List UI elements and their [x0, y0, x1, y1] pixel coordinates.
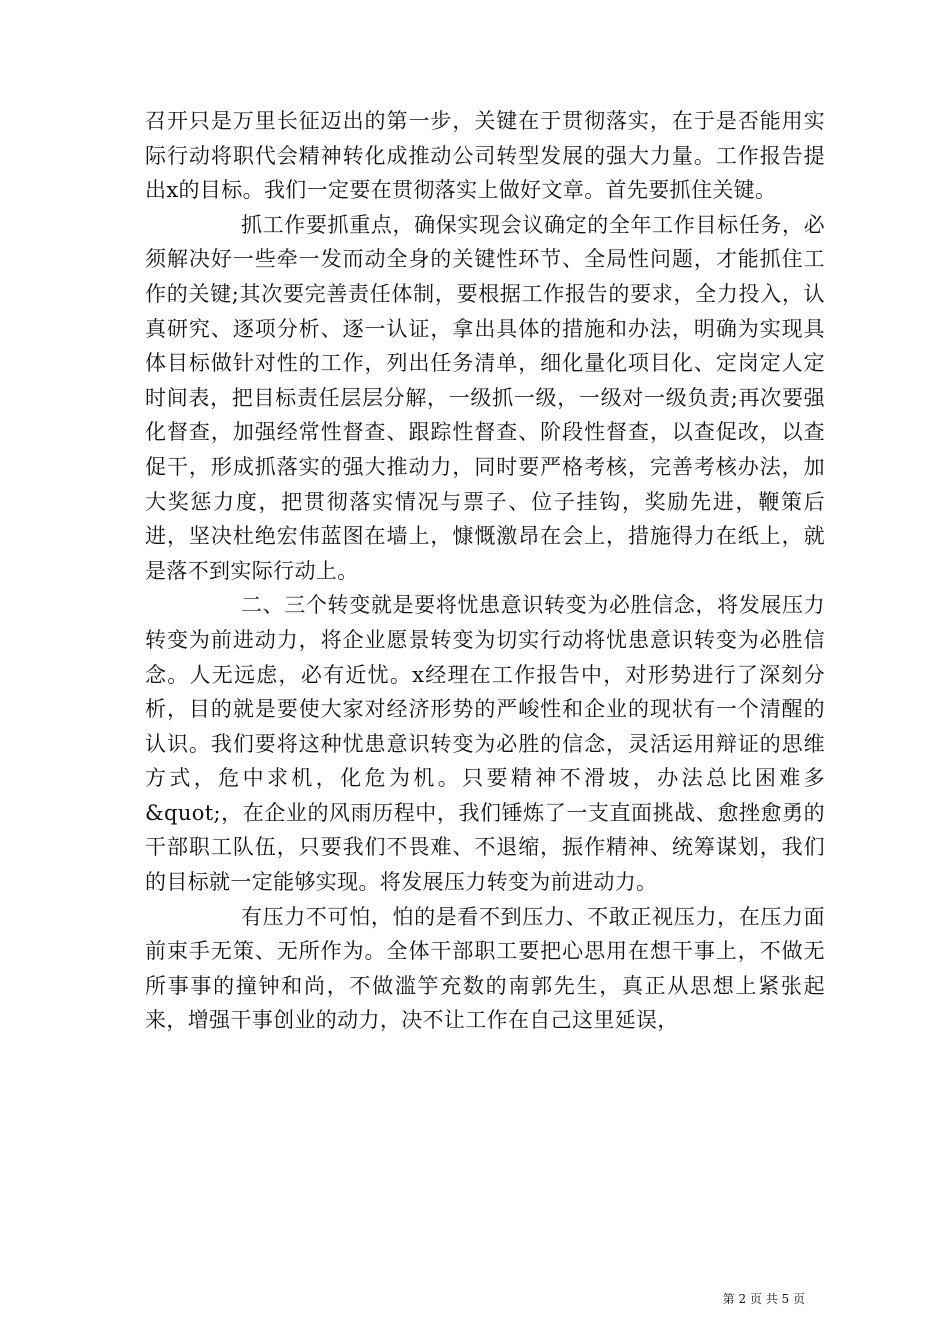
paragraph-3: 二、三个转变就是要将忧患意识转变为必胜信念，将发展压力转变为前进动力，将企业愿景转变为切实行动将忧患意识转变为必胜信念。人无远虑，必有近忧。x经理在工作报告中，对形势进行了深刻分析，目的就是要使大家对经济形势的严峻性和企业的现状有一个清醒的认识。我们要将这种忧患意识转变为必胜的信念，灵活运用辩证的思维方式，危中求机，化危为机。只要精神不滑坡，办法总比困难多&quot;，在企业的风雨历程中，我们锤炼了一支直面挑战、愈挫愈勇的干部职工队伍，只要我们不畏难、不退缩，振作精神、统筹谋划，我们的目标就一定能够实现。将发展压力转变为前进动力。 — [145, 593, 825, 895]
page-number-footer: 第 2 页 共 5 页 — [722, 1292, 805, 1306]
paragraph-4: 有压力不可怕，怕的是看不到压力、不敢正视压力，在压力面前束手无策、无所作为。全体干部职工要把心思用在想干事上，不做无所事事的撞钟和尚，不做滥竽充数的南郭先生，真正从思想上紧张起来，增强干事创业的动力，决不让工作在自己这里延误， — [145, 904, 825, 1033]
paragraph-1: 召开只是万里长征迈出的第一步，关键在于贯彻落实，在于是否能用实际行动将职代会精神转化成推动公司转型发展的强大力量。工作报告提出x的目标。我们一定要在贯彻落实上做好文章。首先要抓住关键。 — [145, 109, 825, 203]
paragraph-2: 抓工作要抓重点，确保实现会议确定的全年工作目标任务，必须解决好一些牵一发而动全身的关键性环节、全局性问题，才能抓住工作的关键;其次要完善责任体制，要根据工作报告的要求，全力投入，认真研究、逐项分析、逐一认证，拿出具体的措施和办法，明确为实现具体目标做针对性的工作，列出任务清单，细化量化项目化、定岗定人定时间表，把目标责任层层分解，一级抓一级，一级对一级负责;再次要强化督查，加强经常性督查、跟踪性督查、阶段性督查，以查促改，以查促干，形成抓落实的强大推动力，同时要严格考核，完善考核办法，加大奖惩力度，把贯彻落实情况与票子、位子挂钩，奖励先进，鞭策后进，坚决杜绝宏伟蓝图在墙上，慷慨激昂在会上，措施得力在纸上，就是落不到实际行动上。 — [145, 212, 825, 583]
page-body — [145, 104, 825, 1038]
